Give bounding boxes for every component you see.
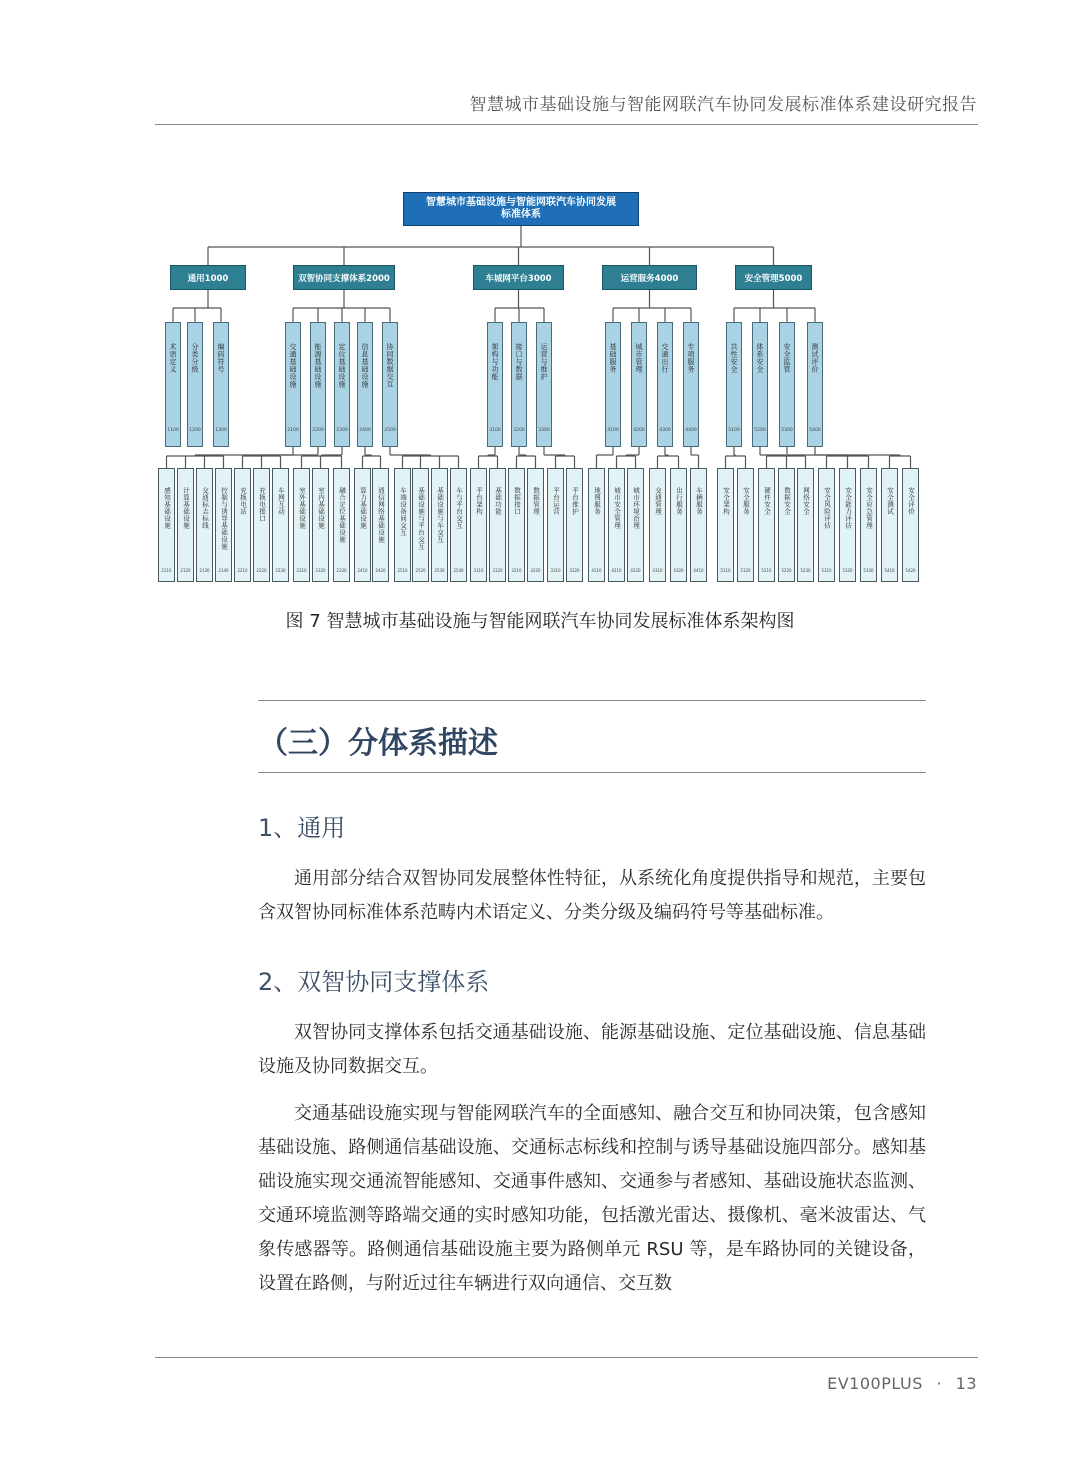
level3-node-code: 3220 bbox=[530, 568, 541, 573]
level2-node-label: 安全监管 bbox=[783, 343, 791, 373]
level3-node-label: 安全测试 bbox=[886, 487, 894, 515]
level2-node-code: 2300 bbox=[336, 428, 348, 433]
level2-node bbox=[213, 322, 229, 447]
level3-node-code: 5120 bbox=[740, 568, 751, 573]
level3-node bbox=[293, 468, 310, 582]
level3-node-label: 平台架构 bbox=[475, 487, 483, 515]
level3-node bbox=[649, 468, 666, 582]
level2-node-label: 城市管理 bbox=[635, 343, 643, 373]
level3-node-label: 安全服务 bbox=[742, 487, 750, 515]
level2-node bbox=[165, 322, 181, 447]
level3-node-code: 5310 bbox=[821, 568, 832, 573]
footer-separator: · bbox=[936, 1374, 943, 1393]
level3-node-code: 2510 bbox=[397, 568, 408, 573]
level3-node-label: 车与平台交互 bbox=[455, 487, 463, 529]
level3-node bbox=[215, 468, 232, 582]
level2-node bbox=[187, 322, 203, 447]
level3-node bbox=[450, 468, 467, 582]
level3-node-code: 2410 bbox=[357, 568, 368, 573]
level3-node bbox=[489, 468, 506, 582]
level3-node bbox=[547, 468, 564, 582]
level3-node bbox=[253, 468, 270, 582]
level3-node-code: 2320 bbox=[315, 568, 326, 573]
level2-node-label: 编码符号 bbox=[217, 343, 225, 373]
level3-node bbox=[608, 468, 625, 582]
level3-node bbox=[818, 468, 835, 582]
level2-node-code: 1100 bbox=[167, 428, 179, 433]
level3-node bbox=[394, 468, 411, 582]
level3-node-code: 4320 bbox=[673, 568, 684, 573]
level2-node-label: 交通出行 bbox=[661, 343, 669, 373]
level3-node bbox=[333, 468, 350, 582]
level3-node bbox=[431, 468, 448, 582]
level2-node bbox=[487, 322, 503, 447]
level1-node bbox=[473, 265, 564, 290]
level3-node-label: 计算基础设施 bbox=[182, 487, 190, 529]
level3-node-label: 车端设备间交互 bbox=[399, 487, 407, 536]
level2-node-code: 5400 bbox=[809, 428, 821, 433]
level3-node-code: 2530 bbox=[434, 568, 445, 573]
section-title: （三）分体系描述 bbox=[258, 726, 498, 761]
level2-node-label: 术语定义 bbox=[169, 343, 177, 373]
level1-node-label: 车城网平台3000 bbox=[485, 273, 552, 284]
level2-node-label: 分类分级 bbox=[191, 343, 199, 373]
level2-node-code: 2500 bbox=[384, 428, 396, 433]
level1-node-label: 双智协同支撑体系2000 bbox=[298, 273, 390, 284]
level3-node bbox=[272, 468, 289, 582]
section-top-rule bbox=[258, 700, 926, 701]
level3-node bbox=[412, 468, 429, 582]
level3-node-label: 交通管理 bbox=[654, 487, 662, 515]
level3-node-code: 2140 bbox=[218, 568, 229, 573]
paragraph-support-system-intro: 双智协同支撑体系包括交通基础设施、能源基础设施、定位基础设施、信息基础设施及协同数据交互。 bbox=[258, 1022, 926, 1077]
level3-node bbox=[372, 468, 389, 582]
level3-node bbox=[797, 468, 814, 582]
level3-node-label: 车网互动 bbox=[277, 487, 285, 515]
level2-node-code: 4300 bbox=[659, 428, 671, 433]
level2-node bbox=[752, 322, 768, 447]
level2-node-label: 协同数据交互 bbox=[386, 343, 394, 388]
level3-node-label: 融合定位基础设施 bbox=[338, 487, 346, 543]
level2-node-label: 基础服务 bbox=[609, 343, 617, 373]
level3-node-code: 4310 bbox=[652, 568, 663, 573]
level3-node-label: 硬件安全 bbox=[763, 487, 771, 515]
level3-node-label: 通信网络基础设施 bbox=[377, 487, 385, 543]
level3-node-label: 平台维护 bbox=[571, 487, 579, 515]
level3-node-code: 3320 bbox=[569, 568, 580, 573]
level2-node-code: 1300 bbox=[215, 428, 227, 433]
level2-node bbox=[726, 322, 742, 447]
level2-node-label: 信息基础设施 bbox=[361, 343, 369, 388]
level3-node bbox=[234, 468, 251, 582]
level2-node-code: 4100 bbox=[607, 428, 619, 433]
level2-node-label: 运营与维护 bbox=[540, 343, 548, 381]
section-bottom-rule bbox=[258, 772, 926, 773]
footer-brand: EV100PLUS bbox=[827, 1374, 923, 1393]
level3-node-code: 5410 bbox=[884, 568, 895, 573]
running-header: 智慧城市基础设施与智能网联汽车协同发展标准体系建设研究报告 bbox=[469, 95, 977, 115]
level3-node-code: 2120 bbox=[180, 568, 191, 573]
level3-node-code: 5320 bbox=[842, 568, 853, 573]
level2-node-code: 5200 bbox=[754, 428, 766, 433]
level3-node-label: 充换电接口 bbox=[258, 487, 266, 522]
figure-caption: 图 7 智慧城市基础设施与智能网联汽车协同发展标准体系架构图 bbox=[285, 611, 795, 632]
level3-node bbox=[588, 468, 605, 582]
level3-node-code: 4410 bbox=[693, 568, 704, 573]
level3-node bbox=[881, 468, 898, 582]
paragraph-general: 通用部分结合双智协同发展整体性特征，从系统化角度提供指导和规范，主要包含双智协同标准体系范畴内术语定义、分类分级及编码符号等基础标准。 bbox=[258, 868, 926, 923]
level3-node-code: 2310 bbox=[296, 568, 307, 573]
level3-node-label: 安全风险评估 bbox=[823, 487, 831, 529]
level2-node bbox=[605, 322, 621, 447]
page-footer bbox=[827, 1374, 977, 1393]
level3-node-label: 室外基础设施 bbox=[298, 487, 306, 529]
level2-node bbox=[285, 322, 301, 447]
root-node bbox=[403, 192, 639, 226]
level3-node-code: 4220 bbox=[630, 568, 641, 573]
footer-rule bbox=[155, 1357, 978, 1358]
level3-node-label: 出行服务 bbox=[675, 487, 683, 515]
level3-node-label: 算力基础设施 bbox=[359, 487, 367, 529]
level2-node bbox=[536, 322, 552, 447]
level3-node-label: 基础功能 bbox=[494, 487, 502, 515]
level3-node-label: 控制与诱导基础设施 bbox=[220, 487, 228, 550]
level3-node-code: 3310 bbox=[550, 568, 561, 573]
level2-node-code: 3300 bbox=[538, 428, 550, 433]
level2-node-code: 4200 bbox=[633, 428, 645, 433]
level3-node bbox=[312, 468, 329, 582]
level3-node-label: 平台运营 bbox=[552, 487, 560, 515]
level3-node-code: 3110 bbox=[473, 568, 484, 573]
level3-node bbox=[470, 468, 487, 582]
level3-node bbox=[778, 468, 795, 582]
level3-node-label: 基础设施与平台交互 bbox=[417, 487, 425, 550]
level3-node-code: 5220 bbox=[781, 568, 792, 573]
level3-node-code: 3120 bbox=[492, 568, 503, 573]
level2-node bbox=[807, 322, 823, 447]
level3-node-label: 车辆服务 bbox=[695, 487, 703, 515]
level3-node bbox=[508, 468, 525, 582]
level3-node bbox=[839, 468, 856, 582]
subsection-heading-support-system: 2、双智协同支撑体系 bbox=[258, 968, 490, 996]
root-node-label-line: 标准体系 bbox=[501, 209, 541, 220]
subsection-heading-general: 1、通用 bbox=[258, 814, 346, 842]
level3-node bbox=[737, 468, 754, 582]
level3-node-code: 5210 bbox=[761, 568, 772, 573]
header-rule bbox=[155, 124, 978, 125]
standard-system-diagram bbox=[150, 185, 940, 595]
level3-node bbox=[902, 468, 919, 582]
level3-node-code: 2210 bbox=[237, 568, 248, 573]
level3-node bbox=[177, 468, 194, 582]
level3-node-code: 5230 bbox=[800, 568, 811, 573]
level3-node-code: 5110 bbox=[720, 568, 731, 573]
level2-node bbox=[357, 322, 373, 447]
level3-node-label: 城市安全管理 bbox=[613, 487, 621, 529]
level2-node bbox=[683, 322, 699, 447]
level2-node bbox=[334, 322, 350, 447]
level1-node-label: 安全管理5000 bbox=[744, 273, 803, 284]
level2-node-label: 共性安全 bbox=[730, 343, 738, 373]
level3-node bbox=[196, 468, 213, 582]
level3-node-label: 充换电站 bbox=[239, 487, 247, 515]
level2-node bbox=[779, 322, 795, 447]
level1-node-label: 运营服务4000 bbox=[620, 273, 679, 284]
level3-node bbox=[627, 468, 644, 582]
level3-node-label: 基础设施与车交互 bbox=[436, 487, 444, 543]
level1-node bbox=[602, 265, 697, 290]
level3-node-label: 数据安全 bbox=[783, 487, 791, 515]
level3-node bbox=[566, 468, 583, 582]
level2-node-code: 2400 bbox=[359, 428, 371, 433]
level2-node-label: 架构与功能 bbox=[491, 343, 499, 381]
level1-node bbox=[735, 265, 812, 290]
level2-node-code: 2200 bbox=[312, 428, 324, 433]
level2-node-label: 测试评价 bbox=[811, 343, 819, 373]
level3-node bbox=[860, 468, 877, 582]
level3-node-code: 5330 bbox=[863, 568, 874, 573]
level1-node bbox=[293, 265, 395, 290]
level2-node bbox=[310, 322, 326, 447]
level2-node-label: 定位基础设施 bbox=[338, 343, 346, 388]
page-number: 13 bbox=[955, 1374, 977, 1393]
level3-node-label: 感知基础设施 bbox=[163, 487, 171, 529]
level3-node-label: 交通标志标线 bbox=[201, 487, 209, 529]
level2-node-code: 3200 bbox=[513, 428, 525, 433]
level3-node-code: 2330 bbox=[336, 568, 347, 573]
level3-node-label: 地图服务 bbox=[593, 487, 601, 515]
level3-node-code: 2220 bbox=[256, 568, 267, 573]
level2-node-label: 接口与数据 bbox=[515, 343, 523, 381]
level2-node-label: 交通基础设施 bbox=[289, 343, 297, 388]
level3-node-code: 5420 bbox=[905, 568, 916, 573]
level1-node bbox=[170, 265, 246, 290]
level3-node-code: 2520 bbox=[415, 568, 426, 573]
level3-node-label: 数据接口 bbox=[513, 487, 521, 515]
paragraph-traffic-infrastructure: 交通基础设施实现与智能网联汽车的全面感知、融合交互和协同决策，包含感知基础设施、路侧通信基础设施、交通标志标线和控制与诱导基础设施四部分。感知基础设施实现交通流智能感知、交通事件感知、交通参与者感知、基础设施状态监测、交通环境监测等路端交通的实时感知功能，包括激光雷达、摄像机、毫米波雷达、气象传感器等。路侧通信基础设施主要为路侧单元 RSU 等，是车路协同的关键设备，设置在路侧，与附近过往车辆进行双向通信、交互数 bbox=[258, 1103, 926, 1294]
level2-node-label: 能源基础设施 bbox=[314, 343, 322, 388]
level3-node-code: 2540 bbox=[453, 568, 464, 573]
level3-node-code: 2420 bbox=[375, 568, 386, 573]
level2-node bbox=[382, 322, 398, 447]
level3-node-label: 安全架构 bbox=[722, 487, 730, 515]
level2-node-code: 2100 bbox=[287, 428, 299, 433]
level3-node bbox=[717, 468, 734, 582]
level3-node-code: 2230 bbox=[275, 568, 286, 573]
level3-node bbox=[527, 468, 544, 582]
level3-node bbox=[758, 468, 775, 582]
level3-node bbox=[354, 468, 371, 582]
level3-node-label: 安全能力评估 bbox=[844, 487, 852, 529]
level2-node bbox=[657, 322, 673, 447]
level2-node-code: 1200 bbox=[189, 428, 201, 433]
level2-node bbox=[631, 322, 647, 447]
level3-node-code: 4110 bbox=[591, 568, 602, 573]
level3-node-label: 安全评价 bbox=[907, 487, 915, 515]
level2-node-code: 3100 bbox=[489, 428, 501, 433]
level1-node-label: 通用1000 bbox=[187, 273, 229, 284]
level3-node bbox=[670, 468, 687, 582]
level3-node-label: 数据管理 bbox=[532, 487, 540, 515]
level3-node-label: 城市环境治理 bbox=[632, 487, 640, 529]
level3-node-code: 4210 bbox=[611, 568, 622, 573]
level2-node-label: 体系安全 bbox=[756, 343, 764, 373]
level3-node-label: 网络安全 bbox=[802, 487, 810, 515]
level2-node-code: 4400 bbox=[685, 428, 697, 433]
level2-node-code: 5100 bbox=[728, 428, 740, 433]
root-node-label-line: 智慧城市基础设施与智能网联汽车协同发展 bbox=[426, 197, 616, 208]
level3-node-code: 3210 bbox=[511, 568, 522, 573]
level3-node bbox=[690, 468, 707, 582]
level2-node-label: 专项服务 bbox=[687, 343, 695, 373]
level2-node-code: 5300 bbox=[781, 428, 793, 433]
level3-node-code: 2110 bbox=[161, 568, 172, 573]
level3-node-code: 2130 bbox=[199, 568, 210, 573]
level3-node-label: 安全应急管理 bbox=[865, 487, 873, 529]
level3-node bbox=[158, 468, 175, 582]
level3-node-label: 室内基础设施 bbox=[317, 487, 325, 529]
level2-node bbox=[511, 322, 527, 447]
